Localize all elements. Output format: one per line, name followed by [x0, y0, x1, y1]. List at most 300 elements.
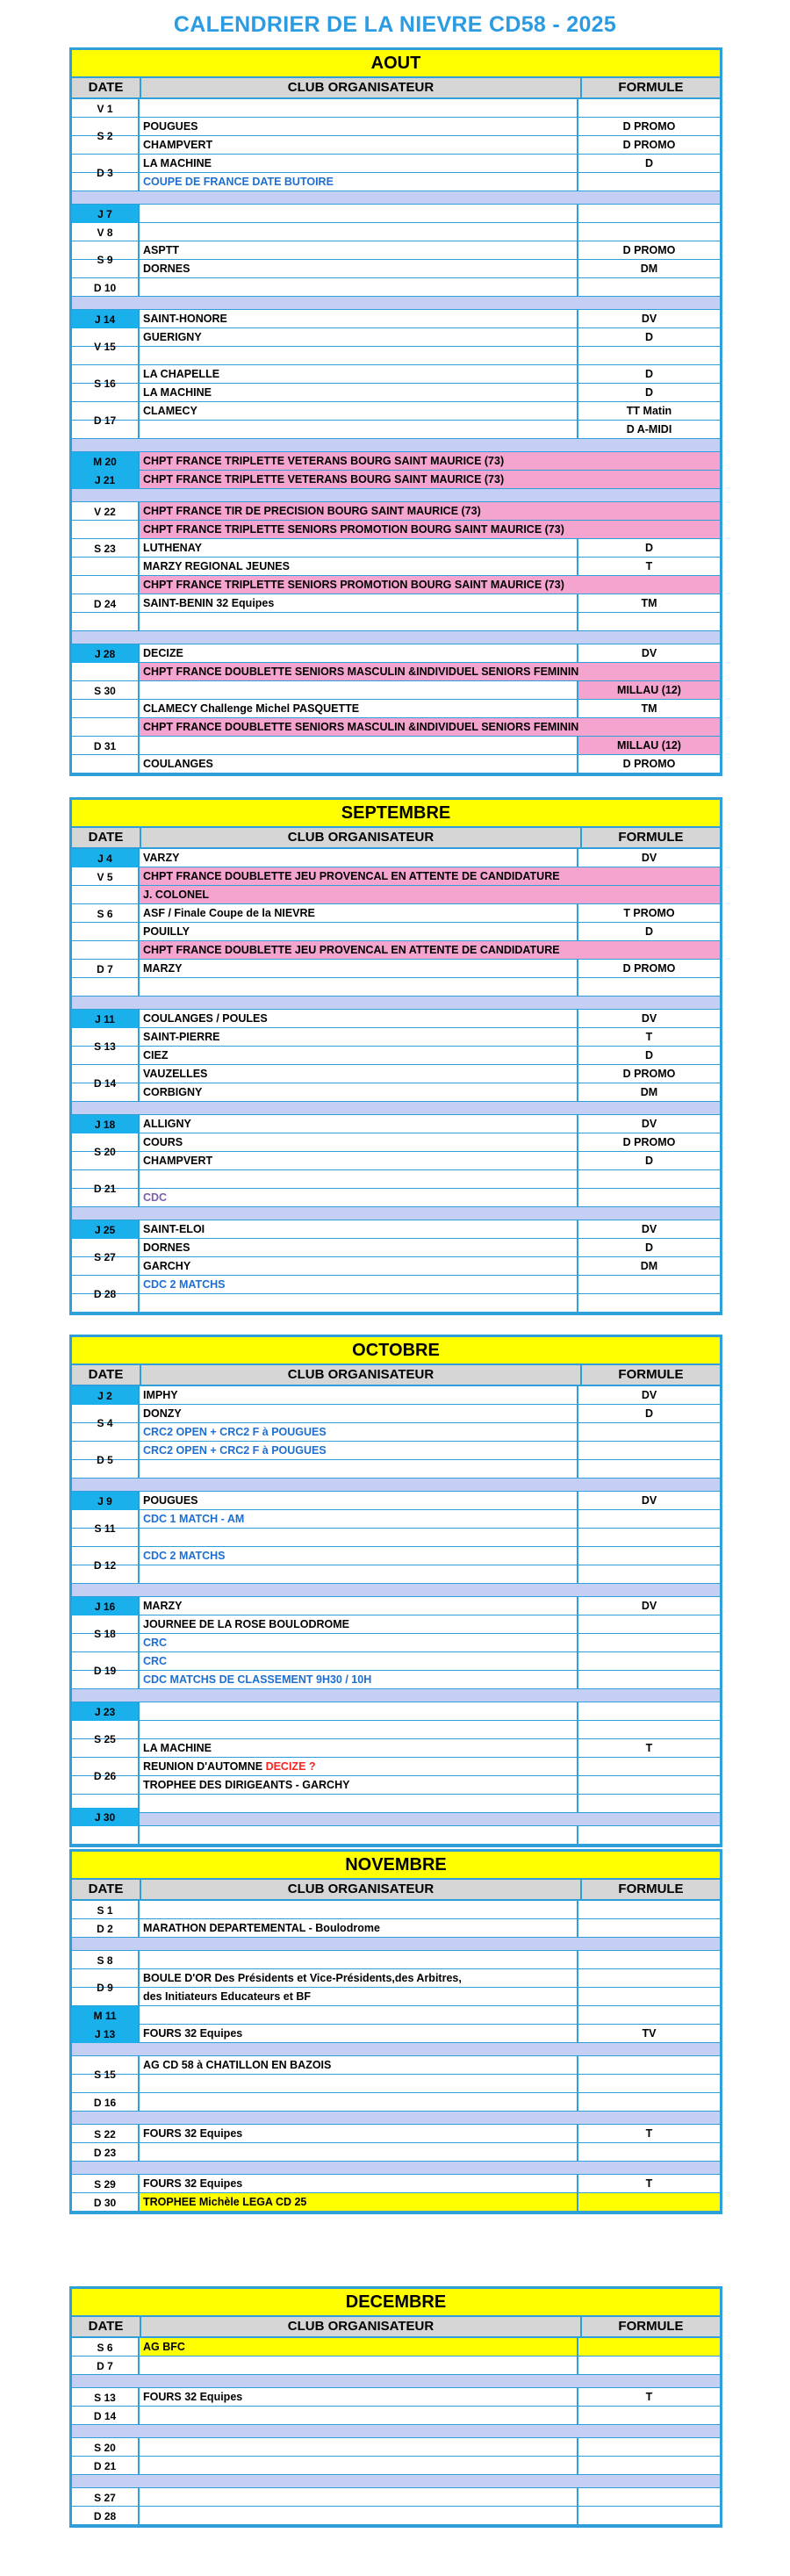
date-label: J 13: [72, 2025, 140, 2043]
month-aout: [69, 47, 722, 776]
header-date: DATE: [72, 1365, 141, 1385]
club-cell: POUGUES: [140, 118, 578, 135]
separator-row: [72, 631, 720, 644]
club-cell: TROPHEE Michèle LEGA CD 25: [140, 2193, 578, 2211]
table-row: [72, 1615, 720, 1634]
separator-row: [72, 297, 720, 310]
date-label: S 27: [72, 2488, 140, 2507]
club-cell: POUILLY: [140, 923, 578, 940]
club-cell: CLAMECY: [140, 402, 578, 420]
club-cell: COUPE DE FRANCE DATE BUTOIRE: [140, 173, 578, 191]
table-row: [72, 1739, 720, 1758]
month-title: OCTOBRE: [72, 1337, 720, 1365]
club-cell: CHPT FRANCE TRIPLETTE VETERANS BOURG SAINT MAURICE (73): [140, 452, 720, 470]
table-row: [72, 1047, 720, 1065]
month-body: [72, 2338, 720, 2525]
table-row: [72, 1220, 720, 1239]
date-label: S 30: [72, 663, 140, 718]
club-cell: LA MACHINE: [140, 384, 578, 401]
formule-cell: DM: [640, 1260, 658, 1272]
table-row: [72, 99, 720, 118]
date-label: D 7: [72, 941, 140, 997]
club-cell: CIEZ: [140, 1047, 578, 1064]
date-label: S 8: [72, 1951, 140, 1969]
table-row: [72, 978, 720, 997]
month-title: NOVEMBRE: [72, 1852, 720, 1880]
formule-cell: DV: [641, 647, 657, 659]
header-date: DATE: [72, 78, 141, 97]
date-label: D 19: [72, 1652, 140, 1689]
table-row: [72, 2193, 720, 2212]
month-body: [72, 99, 720, 774]
date-label: S 22: [72, 2125, 140, 2143]
club-cell: CHAMPVERT: [140, 136, 578, 154]
club-cell: COURS: [140, 1133, 578, 1151]
club-cell: [140, 99, 578, 117]
date-label: S 15: [72, 2056, 140, 2093]
club-cell: CDC 2 MATCHS: [140, 1276, 578, 1293]
table-row: [72, 1442, 720, 1460]
separator-row: [72, 439, 720, 452]
separator-row: [72, 1689, 720, 1702]
month-title: SEPTEMBRE: [72, 800, 720, 828]
formule-cell: D PROMO: [622, 139, 676, 151]
header-date: DATE: [72, 2317, 141, 2336]
table-row: [72, 2488, 720, 2507]
table-row: [72, 886, 720, 904]
formule-cell: T: [645, 2391, 653, 2403]
date-label: M 11: [72, 2006, 140, 2025]
club-cell: SAINT-ELOI: [140, 1220, 578, 1238]
date-label: S 6: [72, 2338, 140, 2357]
table-row: [72, 941, 720, 960]
table-row: [72, 328, 720, 347]
date-label: D 30: [72, 2193, 140, 2212]
formule-cell: D: [644, 1155, 654, 1167]
table-row: [72, 2025, 720, 2043]
separator-row: [72, 2425, 720, 2438]
formule-cell: D: [644, 157, 654, 169]
table-row: [72, 1969, 720, 1988]
club-cell: CRC2 OPEN + CRC2 F à POUGUES: [140, 1423, 578, 1441]
header-formule: FORMULE: [618, 80, 684, 95]
date-label: M 20: [72, 452, 140, 471]
club-cell: MARATHON DEPARTEMENTAL - Boulodrome: [140, 1919, 578, 1937]
table-row: [72, 1405, 720, 1423]
table-row: [72, 1565, 720, 1584]
table-row: [72, 718, 720, 737]
table-row: [72, 521, 720, 539]
formule-cell: D PROMO: [622, 120, 676, 133]
table-row: [72, 310, 720, 328]
date-label: D 24: [72, 576, 140, 631]
date-label: S 1: [72, 1901, 140, 1919]
date-label: D 5: [72, 1442, 140, 1479]
club-cell: MARZY: [140, 1597, 578, 1615]
club-cell: BOULE D'OR Des Présidents et Vice-Présidents,des Arbitres,: [140, 1969, 578, 1987]
month-octobre: [69, 1335, 722, 1847]
table-row: [72, 1028, 720, 1047]
date-label: D 28: [72, 2507, 140, 2525]
table-header: [72, 828, 720, 849]
formule-cell: DV: [641, 1494, 657, 1507]
formule-cell: D PROMO: [622, 962, 676, 975]
separator-row: [72, 1207, 720, 1220]
table-row: [72, 1671, 720, 1689]
date-label: J 21: [72, 471, 140, 489]
club-cell: DORNES: [140, 260, 578, 277]
table-row: [72, 2125, 720, 2143]
table-row: [72, 118, 720, 136]
formule-cell: D: [644, 542, 654, 554]
month-body: [72, 1386, 720, 1845]
club-cell: CHPT FRANCE DOUBLETTE SENIORS MASCULIN &INDIVIDUEL SENIORS FEMININ: [140, 663, 720, 680]
club-cell: MARZY: [140, 960, 578, 977]
month-title: AOUT: [72, 50, 720, 78]
table-row: [72, 755, 720, 774]
club-cell: LA CHAPELLE: [140, 365, 578, 383]
formule-cell: T: [645, 1742, 653, 1754]
table-row: [72, 1239, 720, 1257]
table-row: [72, 2075, 720, 2093]
separator-row: [72, 1938, 720, 1951]
date-label: V 15: [72, 328, 140, 365]
header-formule: FORMULE: [618, 2319, 684, 2334]
separator-row: [72, 2475, 720, 2488]
month-title: DECEMBRE: [72, 2289, 720, 2317]
club-cell: DECIZE: [140, 644, 578, 662]
date-label: S 25: [72, 1721, 140, 1758]
date-label: J 14: [72, 310, 140, 328]
month-septembre: [69, 797, 722, 1315]
club-cell: REUNION D'AUTOMNE DECIZE ?: [140, 1758, 578, 1775]
club-cell: GUERIGNY: [140, 328, 578, 346]
club-cell: CLAMECY Challenge Michel PASQUETTE: [140, 700, 578, 717]
date-label: J 2: [72, 1386, 140, 1405]
table-row: [72, 2357, 720, 2375]
formule-cell: T PROMO: [623, 907, 675, 919]
separator-row: [72, 1813, 720, 1826]
date-label: V 1: [72, 99, 140, 118]
formule-cell: DV: [641, 1389, 657, 1401]
table-row: [72, 2006, 720, 2025]
table-row: [72, 1634, 720, 1652]
page-title: CALENDRIER DE LA NIEVRE CD58 - 2025: [173, 12, 617, 37]
date-label: S 6: [72, 886, 140, 941]
formule-cell: D: [644, 1241, 654, 1254]
club-cell: FOURS 32 Equipes: [140, 2388, 578, 2406]
club-cell: FOURS 32 Equipes: [140, 2125, 578, 2142]
club-cell: CRC: [140, 1634, 578, 1651]
header-club: CLUB ORGANISATEUR: [141, 2317, 582, 2336]
club-cell: AG CD 58 à CHATILLON EN BAZOIS: [140, 2056, 578, 2074]
table-row: [72, 1776, 720, 1795]
table-row: [72, 223, 720, 241]
club-cell: des Initiateurs Educateurs et BF: [140, 1988, 578, 2005]
table-row: [72, 1919, 720, 1938]
date-label: D 23: [72, 2143, 140, 2162]
table-row: [72, 644, 720, 663]
formule-cell: D: [644, 386, 654, 399]
date-label: J 9: [72, 1492, 140, 1510]
header-formule: FORMULE: [618, 1367, 684, 1382]
club-cell: DONZY: [140, 1405, 578, 1422]
formule-cell: DV: [641, 1118, 657, 1130]
table-row: [72, 347, 720, 365]
date-label: J 30: [72, 1808, 140, 1826]
date-label: D 14: [72, 2407, 140, 2425]
table-row: [72, 2175, 720, 2193]
table-row: [72, 558, 720, 576]
club-cell: TROPHEE DES DIRIGEANTS - GARCHY: [140, 1776, 578, 1794]
club-cell: CHAMPVERT: [140, 1152, 578, 1169]
table-row: [72, 173, 720, 191]
club-cell: MARZY REGIONAL JEUNES: [140, 558, 578, 575]
date-label: J 11: [72, 1010, 140, 1028]
club-cell: CHPT FRANCE TRIPLETTE SENIORS PROMOTION BOURG SAINT MAURICE (73): [140, 576, 720, 594]
date-label: J 18: [72, 1115, 140, 1133]
formule-cell: DV: [641, 1223, 657, 1235]
club-cell: VAUZELLES: [140, 1065, 578, 1083]
date-label: S 13: [72, 2388, 140, 2407]
club-cell: LA MACHINE: [140, 155, 578, 172]
header-date: DATE: [72, 828, 141, 847]
club-cell: SAINT-BENIN 32 Equipes: [140, 594, 578, 612]
table-row: [72, 904, 720, 923]
club-cell: LUTHENAY: [140, 539, 578, 557]
decize-note: DECIZE ?: [265, 1760, 316, 1773]
club-cell: SAINT-PIERRE: [140, 1028, 578, 1046]
separator-row: [72, 489, 720, 502]
table-row: [72, 576, 720, 594]
formule-cell: T: [645, 1031, 653, 1043]
formule-cell: DV: [641, 313, 657, 325]
date-label: J 16: [72, 1597, 140, 1615]
table-row: [72, 2438, 720, 2457]
formule-cell: D: [644, 368, 654, 380]
table-row: [72, 1115, 720, 1133]
table-row: [72, 1702, 720, 1721]
table-row: [72, 384, 720, 402]
formule-cell: T: [645, 2127, 653, 2140]
club-cell: VARZY: [140, 849, 578, 867]
date-label: D 12: [72, 1547, 140, 1584]
table-row: [72, 502, 720, 521]
club-cell: CHPT FRANCE TIR DE PRECISION BOURG SAINT MAURICE (73): [140, 502, 720, 520]
table-row: [72, 1758, 720, 1776]
separator-row: [72, 1479, 720, 1492]
date-label: D 10: [72, 278, 140, 297]
club-cell: DORNES: [140, 1239, 578, 1256]
separator-row: [72, 2162, 720, 2175]
table-row: [72, 1951, 720, 1969]
formule-cell: D: [644, 1049, 654, 1061]
club-cell: ASF / Finale Coupe de la NIEVRE: [140, 904, 578, 922]
club-cell: CHPT FRANCE TRIPLETTE VETERANS BOURG SAINT MAURICE (73): [140, 471, 720, 488]
date-label: D 26: [72, 1758, 140, 1795]
date-label: V 5: [72, 867, 140, 886]
table-row: [72, 1795, 720, 1813]
club-cell: CDC MATCHS DE CLASSEMENT 9H30 / 10H: [140, 1671, 578, 1688]
formule-cell: TM: [641, 597, 657, 609]
formule-cell: TT Matin: [626, 405, 672, 417]
table-row: [72, 1652, 720, 1671]
club-cell: CORBIGNY: [140, 1083, 578, 1101]
table-row: [72, 2143, 720, 2162]
month-body: [72, 1901, 720, 2212]
table-row: [72, 923, 720, 941]
club-cell: IMPHY: [140, 1386, 578, 1404]
header-date: DATE: [72, 1880, 141, 1899]
table-row: [72, 1010, 720, 1028]
table-row: [72, 1386, 720, 1405]
formule-cell: MILLAU (12): [578, 737, 720, 754]
table-row: [72, 960, 720, 978]
formule-cell: D PROMO: [622, 1136, 676, 1148]
date-label: S 13: [72, 1028, 140, 1065]
date-label: S 20: [72, 2438, 140, 2457]
month-body: [72, 849, 720, 1313]
club-cell: JOURNEE DE LA ROSE BOULODROME: [140, 1615, 578, 1633]
date-label: D 21: [72, 1170, 140, 1207]
month-decembre: [69, 2286, 722, 2528]
table-row: [72, 421, 720, 439]
formule-cell: D PROMO: [622, 1068, 676, 1080]
formule-cell: DV: [641, 852, 657, 864]
formule-cell: TM: [641, 702, 657, 715]
separator-row: [72, 1102, 720, 1115]
date-label: S 9: [72, 241, 140, 278]
table-row: [72, 1133, 720, 1152]
date-label: D 21: [72, 2457, 140, 2475]
month-novembre: [69, 1849, 722, 2214]
table-row: [72, 2507, 720, 2525]
table-row: [72, 260, 720, 278]
formule-cell: T: [645, 2177, 653, 2190]
date-label: D 9: [72, 1969, 140, 2006]
formule-cell: DM: [640, 263, 658, 275]
table-row: [72, 1547, 720, 1565]
table-row: [72, 402, 720, 421]
club-cell: CHPT FRANCE DOUBLETTE JEU PROVENCAL EN ATTENTE DE CANDIDATURE: [140, 867, 720, 885]
date-label: S 20: [72, 1133, 140, 1170]
table-row: [72, 681, 720, 700]
formule-cell: MILLAU (12): [578, 681, 720, 699]
table-row: [72, 1294, 720, 1313]
table-row: [72, 1152, 720, 1170]
club-cell: CRC2 OPEN + CRC2 F à POUGUES: [140, 1442, 578, 1459]
table-row: [72, 1170, 720, 1189]
header-club: CLUB ORGANISATEUR: [141, 78, 582, 97]
date-label: D 14: [72, 1065, 140, 1102]
table-row: [72, 1597, 720, 1615]
table-row: [72, 1460, 720, 1479]
table-row: [72, 241, 720, 260]
formule-cell: D: [644, 925, 654, 938]
table-row: [72, 205, 720, 223]
table-row: [72, 849, 720, 867]
table-header: [72, 1365, 720, 1386]
club-cell: COULANGES / POULES: [140, 1010, 578, 1027]
date-label: D 28: [72, 1276, 140, 1313]
table-row: [72, 1510, 720, 1529]
club-cell: FOURS 32 Equipes: [140, 2175, 578, 2192]
formule-cell: D PROMO: [622, 244, 676, 256]
separator-row: [72, 2112, 720, 2125]
club-cell: GARCHY: [140, 1257, 578, 1275]
table-row: [72, 1189, 720, 1207]
club-cell: ALLIGNY: [140, 1115, 578, 1133]
table-row: [72, 2407, 720, 2425]
header-formule: FORMULE: [618, 1882, 684, 1896]
table-row: [72, 1423, 720, 1442]
date-label: D 17: [72, 402, 140, 439]
date-label: S 11: [72, 1510, 140, 1547]
table-header: [72, 78, 720, 99]
formule-cell: DM: [640, 1086, 658, 1098]
date-label: J 25: [72, 1220, 140, 1239]
formule-cell: TV: [642, 2027, 657, 2040]
header-club: CLUB ORGANISATEUR: [141, 1365, 582, 1385]
date-label: S 16: [72, 365, 140, 402]
club-cell: CHPT FRANCE TRIPLETTE SENIORS PROMOTION BOURG SAINT MAURICE (73): [140, 521, 720, 538]
date-label: D 31: [72, 718, 140, 774]
separator-row: [72, 1584, 720, 1597]
separator-row: [72, 2375, 720, 2388]
club-cell: J. COLONEL: [140, 886, 720, 903]
club-cell: LA MACHINE: [140, 1739, 578, 1757]
date-label: V 22: [72, 502, 140, 521]
table-row: [72, 867, 720, 886]
separator-row: [72, 997, 720, 1010]
header-club: CLUB ORGANISATEUR: [141, 1880, 582, 1899]
table-row: [72, 1276, 720, 1294]
separator-row: [72, 191, 720, 205]
table-row: [72, 2388, 720, 2407]
table-row: [72, 1988, 720, 2006]
table-row: [72, 365, 720, 384]
date-label: S 4: [72, 1405, 140, 1442]
separator-row: [72, 2043, 720, 2056]
date-label: D 7: [72, 2357, 140, 2375]
table-row: [72, 155, 720, 173]
date-label: D 3: [72, 155, 140, 191]
date-label: D 16: [72, 2093, 140, 2112]
club-cell: POUGUES: [140, 1492, 578, 1509]
table-row: [72, 1492, 720, 1510]
table-row: [72, 2056, 720, 2075]
club-cell: CHPT FRANCE DOUBLETTE SENIORS MASCULIN &INDIVIDUEL SENIORS FEMININ: [140, 718, 720, 736]
formule-cell: D A-MIDI: [626, 423, 672, 435]
date-label: J 28: [72, 644, 140, 663]
club-cell: SAINT-HONORE: [140, 310, 578, 327]
table-header: [72, 1880, 720, 1901]
date-label: J 7: [72, 205, 140, 223]
formule-cell: D PROMO: [622, 758, 676, 770]
table-row: [72, 452, 720, 471]
club-cell: CDC 2 MATCHS: [140, 1547, 578, 1565]
club-cell: CRC: [140, 1652, 578, 1670]
formule-cell: [578, 99, 720, 117]
club-cell: CDC 1 MATCH - AM: [140, 1510, 578, 1528]
table-row: [72, 278, 720, 297]
table-row: [72, 1257, 720, 1276]
date-label: S 27: [72, 1239, 140, 1276]
table-row: [72, 471, 720, 489]
date-label: J 4: [72, 849, 140, 867]
date-label: J 23: [72, 1702, 140, 1721]
table-row: [72, 2093, 720, 2112]
